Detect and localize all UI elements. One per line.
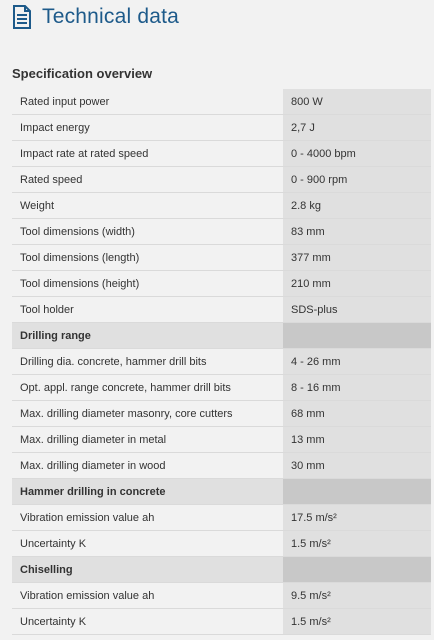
spec-value: 13 mm <box>283 427 431 452</box>
spec-label: Drilling dia. concrete, hammer drill bits <box>12 349 283 374</box>
spec-row <box>12 583 431 609</box>
spec-value: 2,7 J <box>283 115 431 140</box>
spec-label: Vibration emission value ah <box>12 505 283 530</box>
spec-row <box>12 427 431 453</box>
spec-value: 30 mm <box>283 453 431 478</box>
spec-row <box>12 271 431 297</box>
spec-label: Weight <box>12 193 283 218</box>
spec-row <box>12 193 431 219</box>
group-header-label: Hammer drilling in concrete <box>12 479 283 504</box>
group-header-label: Chiselling <box>12 557 283 582</box>
spec-value: 1.5 m/s² <box>283 609 431 634</box>
spec-row <box>12 245 431 271</box>
spec-value: 9.5 m/s² <box>283 583 431 608</box>
spec-value: 800 W <box>283 89 431 114</box>
spec-value: 0 - 4000 bpm <box>283 141 431 166</box>
spec-row <box>12 401 431 427</box>
spec-row <box>12 505 431 531</box>
spec-label: Tool dimensions (length) <box>12 245 283 270</box>
spec-row <box>12 219 431 245</box>
spec-label: Max. drilling diameter in metal <box>12 427 283 452</box>
group-header-row <box>12 557 431 583</box>
spec-value: 377 mm <box>283 245 431 270</box>
spec-row <box>12 115 431 141</box>
spec-value: 1.5 m/s² <box>283 531 431 556</box>
section-heading: Specification overview <box>12 66 153 81</box>
spec-label: Uncertainty K <box>12 609 283 634</box>
page-title: Technical data <box>42 5 180 28</box>
spec-value: 0 - 900 rpm <box>283 167 431 192</box>
spec-label: Rated speed <box>12 167 283 192</box>
spec-row <box>12 167 431 193</box>
spec-row <box>12 297 431 323</box>
group-header-value <box>283 479 431 504</box>
page-header <box>11 3 179 31</box>
spec-value: 8 - 16 mm <box>283 375 431 400</box>
group-header-value <box>283 323 431 348</box>
spec-row <box>12 375 431 401</box>
spec-value: 2.8 kg <box>283 193 431 218</box>
group-header-row <box>12 323 431 349</box>
spec-label: Impact energy <box>12 115 283 140</box>
spec-label: Uncertainty K <box>12 531 283 556</box>
group-header-label: Drilling range <box>12 323 283 348</box>
spec-value: SDS-plus <box>283 297 431 322</box>
spec-row <box>12 141 431 167</box>
spec-label: Opt. appl. range concrete, hammer drill bits <box>12 375 283 400</box>
group-header-row <box>12 479 431 505</box>
spec-value: 210 mm <box>283 271 431 296</box>
spec-label: Max. drilling diameter masonry, core cutters <box>12 401 283 426</box>
spec-label: Impact rate at rated speed <box>12 141 283 166</box>
spec-label: Tool dimensions (width) <box>12 219 283 244</box>
spec-value: 4 - 26 mm <box>283 349 431 374</box>
spec-label: Rated input power <box>12 89 283 114</box>
spec-row <box>12 609 431 635</box>
spec-table <box>12 89 431 635</box>
spec-label: Max. drilling diameter in wood <box>12 453 283 478</box>
spec-label: Tool holder <box>12 297 283 322</box>
spec-value: 68 mm <box>283 401 431 426</box>
spec-label: Vibration emission value ah <box>12 583 283 608</box>
document-icon <box>11 5 33 29</box>
spec-row <box>12 453 431 479</box>
spec-row <box>12 531 431 557</box>
spec-label: Tool dimensions (height) <box>12 271 283 296</box>
spec-value: 83 mm <box>283 219 431 244</box>
spec-value: 17.5 m/s² <box>283 505 431 530</box>
spec-row <box>12 349 431 375</box>
spec-row <box>12 89 431 115</box>
group-header-value <box>283 557 431 582</box>
